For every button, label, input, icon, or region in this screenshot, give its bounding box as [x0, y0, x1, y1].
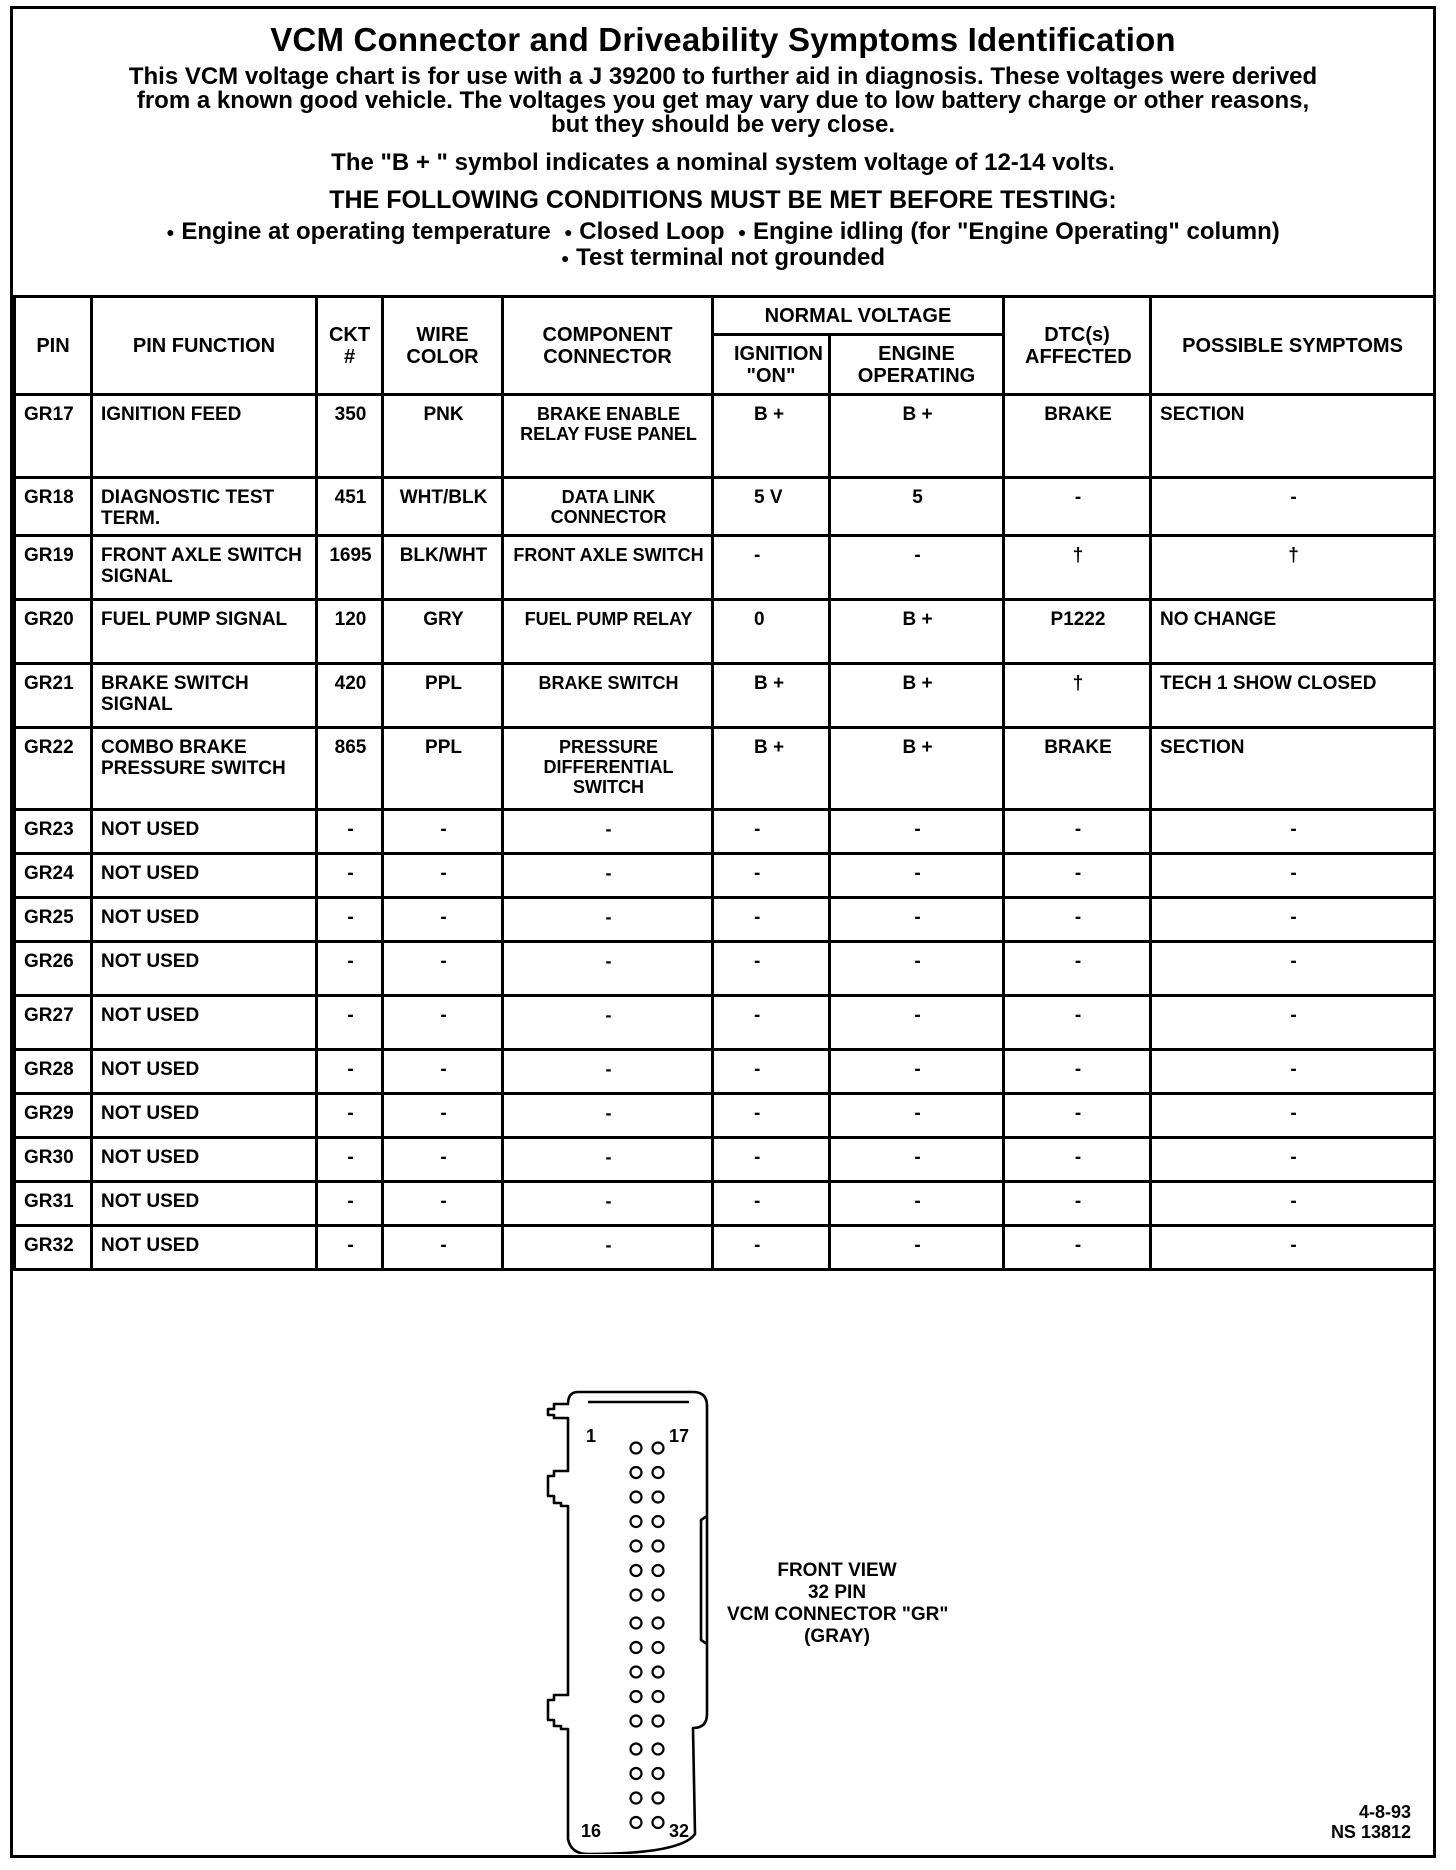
- pin-cavity: [631, 1492, 642, 1503]
- row-symptoms: -: [1151, 1094, 1435, 1138]
- row-function: NOT USED: [92, 1226, 317, 1270]
- row-pin: GR28: [15, 1050, 92, 1094]
- row-dtc: -: [1004, 1182, 1151, 1226]
- row-wire-color: -: [383, 1138, 503, 1182]
- row-dtc: BRAKE: [1004, 395, 1151, 478]
- row-ckt: 451: [317, 478, 383, 536]
- row-symptoms: -: [1151, 1182, 1435, 1226]
- bullet-icon: ●: [564, 224, 573, 241]
- pin-cavity: [631, 1817, 642, 1828]
- row-symptoms: -: [1151, 478, 1435, 536]
- row-function: FRONT AXLE SWITCH SIGNAL: [92, 536, 317, 600]
- header: [13, 9, 1433, 295]
- row-dtc: BRAKE: [1004, 728, 1151, 810]
- row-wire-color: -: [383, 1094, 503, 1138]
- row-ignition-on: -: [713, 996, 830, 1050]
- row-ckt: -: [317, 942, 383, 996]
- pin-cavity: [653, 1516, 664, 1527]
- pin-cavity: [653, 1642, 664, 1653]
- row-engine-operating: -: [830, 1182, 1004, 1226]
- row-dtc: -: [1004, 1138, 1151, 1182]
- row-symptoms: -: [1151, 1226, 1435, 1270]
- pin-cavity: [631, 1744, 642, 1755]
- table-row: [15, 1094, 1435, 1138]
- row-ckt: 120: [317, 600, 383, 664]
- pin-cavity: [653, 1817, 664, 1828]
- pin-cavity: [653, 1691, 664, 1702]
- row-dtc: -: [1004, 1226, 1151, 1270]
- row-component: -: [503, 1226, 713, 1270]
- row-ignition-on: 0: [713, 600, 830, 664]
- row-component: BRAKE SWITCH: [503, 664, 713, 728]
- row-ckt: -: [317, 898, 383, 942]
- row-ckt: -: [317, 810, 383, 854]
- row-component: -: [503, 898, 713, 942]
- pin-cavity: [631, 1793, 642, 1804]
- pin-cavity: [653, 1565, 664, 1576]
- row-wire-color: PPL: [383, 728, 503, 810]
- table-row: [15, 395, 1435, 478]
- row-function: DIAGNOSTIC TEST TERM.: [92, 478, 317, 536]
- row-wire-color: -: [383, 1050, 503, 1094]
- row-function: FUEL PUMP SIGNAL: [92, 600, 317, 664]
- table-row: [15, 942, 1435, 996]
- row-symptoms: -: [1151, 996, 1435, 1050]
- connector-housing: [548, 1392, 707, 1854]
- row-component: BRAKE ENABLE RELAY FUSE PANEL: [503, 395, 713, 478]
- row-ckt: -: [317, 1138, 383, 1182]
- row-ckt: -: [317, 996, 383, 1050]
- pin-table: [13, 295, 1436, 1271]
- pin-cavity: [653, 1793, 664, 1804]
- row-symptoms: -: [1151, 854, 1435, 898]
- row-dtc: -: [1004, 478, 1151, 536]
- row-ignition-on: -: [713, 1094, 830, 1138]
- table-row: [15, 600, 1435, 664]
- row-engine-operating: -: [830, 810, 1004, 854]
- row-wire-color: BLK/WHT: [383, 536, 503, 600]
- row-function: NOT USED: [92, 1138, 317, 1182]
- row-function: NOT USED: [92, 1094, 317, 1138]
- row-engine-operating: -: [830, 1050, 1004, 1094]
- bullet-icon: ●: [166, 224, 175, 241]
- pin-cavity: [631, 1642, 642, 1653]
- pin-cavity: [631, 1691, 642, 1702]
- intro-text: [53, 65, 1393, 137]
- table-row: [15, 1138, 1435, 1182]
- pin-cavity: [631, 1516, 642, 1527]
- row-engine-operating: -: [830, 854, 1004, 898]
- row-ignition-on: -: [713, 898, 830, 942]
- row-engine-operating: -: [830, 1138, 1004, 1182]
- table-row: [15, 1226, 1435, 1270]
- row-dtc: P1222: [1004, 600, 1151, 664]
- row-component: -: [503, 1094, 713, 1138]
- header-engine-operating: ENGINE OPERATING: [830, 335, 1004, 395]
- table-row: [15, 664, 1435, 728]
- table-row: [15, 996, 1435, 1050]
- row-pin: GR21: [15, 664, 92, 728]
- footer-date: 4-8-93: [1358, 1802, 1411, 1822]
- pin-cavity: [653, 1443, 664, 1454]
- condition-item: Engine at operating temperature: [181, 218, 551, 245]
- row-engine-operating: B +: [830, 664, 1004, 728]
- connector-label-line-3: VCM CONNECTOR "GR": [727, 1604, 949, 1625]
- header-possible-symptoms: POSSIBLE SYMPTOMS: [1151, 297, 1435, 395]
- row-pin: GR19: [15, 536, 92, 600]
- row-ckt: -: [317, 1182, 383, 1226]
- table-row: [15, 728, 1435, 810]
- connector-diagram: [13, 1334, 1433, 1854]
- row-pin: GR20: [15, 600, 92, 664]
- connector-label-line-1: FRONT VIEW: [777, 1560, 897, 1581]
- pin-cavity: [631, 1443, 642, 1454]
- row-component: -: [503, 942, 713, 996]
- table-row: [15, 536, 1435, 600]
- pin-cavity: [653, 1618, 664, 1629]
- row-dtc: -: [1004, 810, 1151, 854]
- row-pin: GR23: [15, 810, 92, 854]
- pin-cavity: [631, 1541, 642, 1552]
- row-dtc: †: [1004, 536, 1151, 600]
- row-component: FRONT AXLE SWITCH: [503, 536, 713, 600]
- pin-cavity: [653, 1667, 664, 1678]
- intro-line-3: but they should be very close.: [550, 111, 896, 138]
- row-symptoms: TECH 1 SHOW CLOSED: [1151, 664, 1435, 728]
- row-ignition-on: B +: [713, 395, 830, 478]
- pin-number-1: 1: [586, 1426, 597, 1446]
- row-dtc: -: [1004, 898, 1151, 942]
- table-row: [15, 854, 1435, 898]
- row-dtc: -: [1004, 942, 1151, 996]
- row-wire-color: -: [383, 898, 503, 942]
- row-wire-color: -: [383, 810, 503, 854]
- row-ignition-on: 5 V: [713, 478, 830, 536]
- row-ckt: 865: [317, 728, 383, 810]
- pin-number-32: 32: [669, 1821, 690, 1841]
- row-pin: GR17: [15, 395, 92, 478]
- row-ignition-on: -: [713, 854, 830, 898]
- row-component: PRESSURE DIFFERENTIAL SWITCH: [503, 728, 713, 810]
- row-component: DATA LINK CONNECTOR: [503, 478, 713, 536]
- condition-item: Closed Loop: [579, 218, 725, 245]
- row-function: NOT USED: [92, 854, 317, 898]
- row-dtc: -: [1004, 1050, 1151, 1094]
- pin-cavity: [631, 1716, 642, 1727]
- header-normal-voltage: NORMAL VOLTAGE: [713, 297, 1004, 335]
- row-ignition-on: -: [713, 1138, 830, 1182]
- row-component: -: [503, 1138, 713, 1182]
- pin-cavity: [653, 1590, 664, 1601]
- row-dtc: -: [1004, 854, 1151, 898]
- row-pin: GR32: [15, 1226, 92, 1270]
- row-wire-color: PPL: [383, 664, 503, 728]
- row-dtc: -: [1004, 996, 1151, 1050]
- footer-ref-number: NS 13812: [1330, 1822, 1411, 1842]
- table-body: [15, 395, 1435, 1270]
- row-function: BRAKE SWITCH SIGNAL: [92, 664, 317, 728]
- condition-item: Engine idling (for "Engine Operating" column): [753, 218, 1280, 245]
- header-ckt: CKT #: [317, 297, 383, 395]
- row-wire-color: -: [383, 854, 503, 898]
- bullet-icon: ●: [560, 250, 570, 267]
- row-function: NOT USED: [92, 942, 317, 996]
- row-ckt: -: [317, 1050, 383, 1094]
- pin-number-16: 16: [581, 1821, 602, 1841]
- bplus-note: The "B + " symbol indicates a nominal system voltage of 12-14 volts.: [331, 149, 1115, 176]
- row-engine-operating: B +: [830, 728, 1004, 810]
- bullet-icon: ●: [737, 224, 747, 241]
- row-wire-color: PNK: [383, 395, 503, 478]
- row-symptoms: SECTION: [1151, 395, 1435, 478]
- row-function: NOT USED: [92, 898, 317, 942]
- pin-cavity: [631, 1618, 642, 1629]
- pin-cavity: [653, 1744, 664, 1755]
- pin-cavity: [631, 1768, 642, 1779]
- row-ignition-on: -: [713, 810, 830, 854]
- row-pin: GR18: [15, 478, 92, 536]
- row-wire-color: WHT/BLK: [383, 478, 503, 536]
- row-component: -: [503, 810, 713, 854]
- pin-cavity: [653, 1467, 664, 1478]
- row-symptoms: -: [1151, 1138, 1435, 1182]
- pin-cavity: [631, 1590, 642, 1601]
- row-engine-operating: -: [830, 942, 1004, 996]
- row-symptoms: SECTION: [1151, 728, 1435, 810]
- row-engine-operating: -: [830, 996, 1004, 1050]
- row-pin: GR22: [15, 728, 92, 810]
- table-row: [15, 1182, 1435, 1226]
- row-engine-operating: B +: [830, 395, 1004, 478]
- table-row: [15, 1050, 1435, 1094]
- row-function: COMBO BRAKE PRESSURE SWITCH: [92, 728, 317, 810]
- row-symptoms: -: [1151, 898, 1435, 942]
- pin-cavity: [653, 1768, 664, 1779]
- row-pin: GR26: [15, 942, 92, 996]
- connector-label: [727, 1560, 947, 1648]
- row-wire-color: -: [383, 942, 503, 996]
- row-wire-color: -: [383, 1226, 503, 1270]
- header-component-connector: COMPONENT CONNECTOR: [503, 297, 713, 395]
- document-frame: [10, 6, 1436, 1858]
- row-ignition-on: B +: [713, 728, 830, 810]
- header-pin: PIN: [15, 297, 92, 395]
- conditions-title: THE FOLLOWING CONDITIONS MUST BE MET BEFORE TESTING:: [329, 186, 1117, 214]
- row-function: NOT USED: [92, 1182, 317, 1226]
- row-wire-color: GRY: [383, 600, 503, 664]
- table-row: [15, 478, 1435, 536]
- pin-cavity: [631, 1467, 642, 1478]
- intro-line-1: This VCM voltage chart is for use with a J 39200 to further aid in diagnosis. These voltages were derived: [128, 63, 1318, 90]
- footer-ref: [1331, 1802, 1411, 1842]
- row-pin: GR29: [15, 1094, 92, 1138]
- row-wire-color: -: [383, 1182, 503, 1226]
- connector-label-line-4: (GRAY): [804, 1626, 870, 1647]
- row-function: NOT USED: [92, 1050, 317, 1094]
- row-engine-operating: -: [830, 536, 1004, 600]
- row-ckt: 350: [317, 395, 383, 478]
- row-function: IGNITION FEED: [92, 395, 317, 478]
- row-wire-color: -: [383, 996, 503, 1050]
- row-component: -: [503, 1050, 713, 1094]
- pin-cavity: [653, 1541, 664, 1552]
- row-component: -: [503, 854, 713, 898]
- row-engine-operating: -: [830, 1226, 1004, 1270]
- row-pin: GR25: [15, 898, 92, 942]
- table-row: [15, 898, 1435, 942]
- row-ckt: 1695: [317, 536, 383, 600]
- pin-cavity: [631, 1667, 642, 1678]
- row-function: NOT USED: [92, 810, 317, 854]
- row-component: FUEL PUMP RELAY: [503, 600, 713, 664]
- header-dtc-affected: DTC(s) AFFECTED: [1004, 297, 1151, 395]
- row-symptoms: -: [1151, 810, 1435, 854]
- row-ignition-on: -: [713, 1182, 830, 1226]
- page-title: VCM Connector and Driveability Symptoms Identification: [270, 21, 1176, 58]
- pin-cavity: [653, 1492, 664, 1503]
- pin-number-17: 17: [669, 1426, 690, 1446]
- row-ckt: -: [317, 1226, 383, 1270]
- row-pin: GR27: [15, 996, 92, 1050]
- intro-line-2: from a known good vehicle. The voltages you get may vary due to low battery charge or other reasons,: [136, 87, 1310, 114]
- conditions-list: [13, 219, 1433, 271]
- connector-outline: [13, 1334, 1433, 1854]
- row-ckt: 420: [317, 664, 383, 728]
- row-function: NOT USED: [92, 996, 317, 1050]
- row-ignition-on: -: [713, 1226, 830, 1270]
- row-engine-operating: -: [830, 1094, 1004, 1138]
- table-row: [15, 810, 1435, 854]
- row-engine-operating: -: [830, 898, 1004, 942]
- pin-cavity: [631, 1565, 642, 1576]
- row-symptoms: NO CHANGE: [1151, 600, 1435, 664]
- row-pin: GR24: [15, 854, 92, 898]
- condition-item: Test terminal not grounded: [576, 244, 886, 272]
- row-dtc: †: [1004, 664, 1151, 728]
- row-pin: GR30: [15, 1138, 92, 1182]
- row-ignition-on: -: [713, 942, 830, 996]
- header-pin-function: PIN FUNCTION: [92, 297, 317, 395]
- row-ignition-on: B +: [713, 664, 830, 728]
- row-dtc: -: [1004, 1094, 1151, 1138]
- header-ignition-on: IGNITION "ON": [713, 335, 830, 395]
- row-engine-operating: 5: [830, 478, 1004, 536]
- row-pin: GR31: [15, 1182, 92, 1226]
- pin-cavity: [653, 1716, 664, 1727]
- row-component: -: [503, 996, 713, 1050]
- connector-label-line-2: 32 PIN: [807, 1582, 867, 1603]
- row-component: -: [503, 1182, 713, 1226]
- row-symptoms: -: [1151, 1050, 1435, 1094]
- row-symptoms: †: [1151, 536, 1435, 600]
- row-ignition-on: -: [713, 536, 830, 600]
- row-ckt: -: [317, 854, 383, 898]
- row-ckt: -: [317, 1094, 383, 1138]
- header-wire-color: WIRE COLOR: [383, 297, 503, 395]
- row-engine-operating: B +: [830, 600, 1004, 664]
- row-ignition-on: -: [713, 1050, 830, 1094]
- row-symptoms: -: [1151, 942, 1435, 996]
